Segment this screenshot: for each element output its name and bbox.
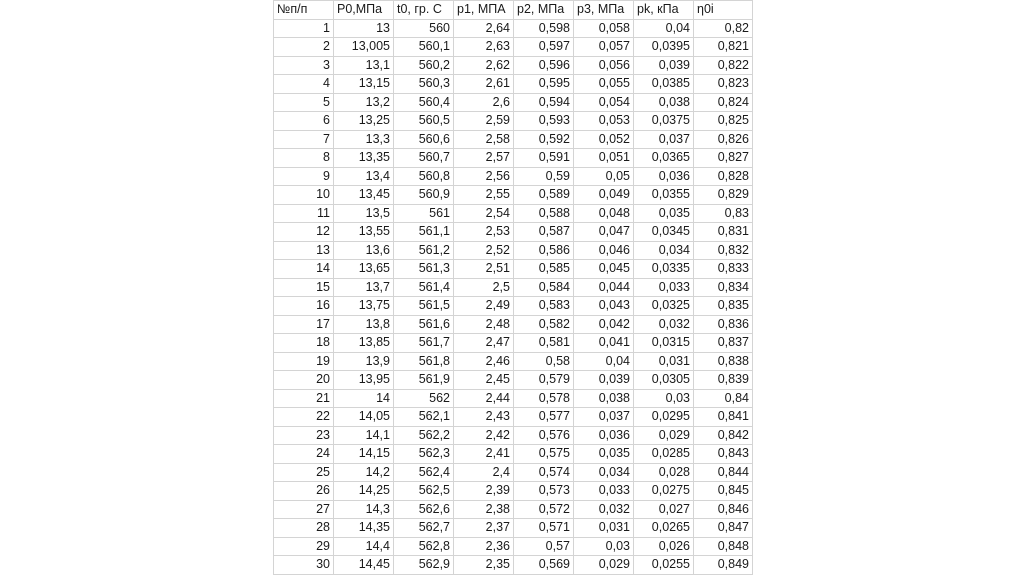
cell-t0[interactable]: 562,4 <box>394 463 454 482</box>
cell-eta[interactable]: 0,832 <box>694 241 753 260</box>
table-row <box>274 389 753 408</box>
table-row <box>274 112 753 131</box>
cell-index[interactable]: 10 <box>274 186 334 205</box>
cell-pk[interactable]: 0,029 <box>634 426 694 445</box>
cell-index[interactable]: 16 <box>274 297 334 316</box>
cell-t0[interactable]: 560,6 <box>394 130 454 149</box>
cell-p2[interactable]: 0,581 <box>514 334 574 353</box>
cell-pk[interactable]: 0,038 <box>634 93 694 112</box>
cell-index[interactable]: 14 <box>274 260 334 279</box>
cell-index[interactable]: 23 <box>274 426 334 445</box>
table-row <box>274 556 753 575</box>
cell-index[interactable]: 8 <box>274 149 334 168</box>
cell-index[interactable]: 28 <box>274 519 334 538</box>
cell-eta[interactable]: 0,825 <box>694 112 753 131</box>
cell-p3[interactable]: 0,04 <box>574 352 634 371</box>
cell-p1[interactable]: 2,62 <box>454 56 514 75</box>
cell-p2[interactable]: 0,58 <box>514 352 574 371</box>
cell-p2[interactable]: 0,591 <box>514 149 574 168</box>
cell-eta[interactable]: 0,841 <box>694 408 753 427</box>
cell-p2[interactable]: 0,583 <box>514 297 574 316</box>
cell-p2[interactable]: 0,576 <box>514 426 574 445</box>
cell-index[interactable]: 27 <box>274 500 334 519</box>
cell-p1[interactable]: 2,44 <box>454 389 514 408</box>
cell-p2[interactable]: 0,573 <box>514 482 574 501</box>
cell-p3[interactable]: 0,044 <box>574 278 634 297</box>
cell-eta[interactable]: 0,826 <box>694 130 753 149</box>
cell-pk[interactable]: 0,0395 <box>634 38 694 57</box>
cell-p3[interactable]: 0,035 <box>574 445 634 464</box>
cell-eta[interactable]: 0,838 <box>694 352 753 371</box>
cell-t0[interactable]: 561,2 <box>394 241 454 260</box>
cell-p1[interactable]: 2,35 <box>454 556 514 575</box>
cell-t0[interactable]: 561,8 <box>394 352 454 371</box>
cell-p3[interactable]: 0,049 <box>574 186 634 205</box>
cell-p2[interactable]: 0,597 <box>514 38 574 57</box>
table-row <box>274 149 753 168</box>
cell-eta[interactable]: 0,845 <box>694 482 753 501</box>
cell-t0[interactable]: 561,1 <box>394 223 454 242</box>
table-row <box>274 445 753 464</box>
cell-p0[interactable]: 13,3 <box>334 130 394 149</box>
cell-eta[interactable]: 0,847 <box>694 519 753 538</box>
cell-index[interactable]: 22 <box>274 408 334 427</box>
cell-p1[interactable]: 2,41 <box>454 445 514 464</box>
cell-p0[interactable]: 13,65 <box>334 260 394 279</box>
cell-eta[interactable]: 0,836 <box>694 315 753 334</box>
cell-p2[interactable]: 0,574 <box>514 463 574 482</box>
cell-p0[interactable]: 13 <box>334 19 394 38</box>
cell-t0[interactable]: 560 <box>394 19 454 38</box>
cell-eta[interactable]: 0,828 <box>694 167 753 186</box>
cell-pk[interactable]: 0,04 <box>634 19 694 38</box>
cell-p0[interactable]: 13,9 <box>334 352 394 371</box>
cell-p3[interactable]: 0,052 <box>574 130 634 149</box>
cell-p0[interactable]: 13,4 <box>334 167 394 186</box>
cell-p2[interactable]: 0,578 <box>514 389 574 408</box>
cell-index[interactable]: 13 <box>274 241 334 260</box>
cell-p3[interactable]: 0,031 <box>574 519 634 538</box>
table-row <box>274 223 753 242</box>
cell-p0[interactable]: 14 <box>334 389 394 408</box>
cell-pk[interactable]: 0,0285 <box>634 445 694 464</box>
cell-p3[interactable]: 0,029 <box>574 556 634 575</box>
cell-p0[interactable]: 13,2 <box>334 93 394 112</box>
cell-p0[interactable]: 14,1 <box>334 426 394 445</box>
header-cell-p2[interactable]: p2, МПа <box>514 1 574 20</box>
cell-pk[interactable]: 0,0365 <box>634 149 694 168</box>
cell-p3[interactable]: 0,053 <box>574 112 634 131</box>
cell-p2[interactable]: 0,585 <box>514 260 574 279</box>
cell-index[interactable]: 17 <box>274 315 334 334</box>
cell-index[interactable]: 11 <box>274 204 334 223</box>
table-row <box>274 537 753 556</box>
cell-eta[interactable]: 0,843 <box>694 445 753 464</box>
cell-p3[interactable]: 0,055 <box>574 75 634 94</box>
cell-index[interactable]: 6 <box>274 112 334 131</box>
cell-pk[interactable]: 0,0325 <box>634 297 694 316</box>
header-cell-pk[interactable]: pk, кПа <box>634 1 694 20</box>
cell-pk[interactable]: 0,0265 <box>634 519 694 538</box>
cell-p1[interactable]: 2,58 <box>454 130 514 149</box>
cell-eta[interactable]: 0,837 <box>694 334 753 353</box>
cell-index[interactable]: 19 <box>274 352 334 371</box>
cell-eta[interactable]: 0,834 <box>694 278 753 297</box>
header-row <box>274 1 753 20</box>
cell-pk[interactable]: 0,037 <box>634 130 694 149</box>
cell-t0[interactable]: 562,3 <box>394 445 454 464</box>
table-row <box>274 93 753 112</box>
cell-p2[interactable]: 0,569 <box>514 556 574 575</box>
cell-p1[interactable]: 2,55 <box>454 186 514 205</box>
cell-p2[interactable]: 0,589 <box>514 186 574 205</box>
cell-p2[interactable]: 0,579 <box>514 371 574 390</box>
table-row <box>274 186 753 205</box>
table-body <box>274 19 753 574</box>
cell-p3[interactable]: 0,032 <box>574 500 634 519</box>
table-row <box>274 334 753 353</box>
cell-p3[interactable]: 0,037 <box>574 408 634 427</box>
table-row <box>274 426 753 445</box>
cell-pk[interactable]: 0,0305 <box>634 371 694 390</box>
cell-p3[interactable]: 0,056 <box>574 56 634 75</box>
cell-t0[interactable]: 560,8 <box>394 167 454 186</box>
cell-eta[interactable]: 0,823 <box>694 75 753 94</box>
table-row <box>274 19 753 38</box>
cell-p0[interactable]: 13,25 <box>334 112 394 131</box>
cell-p1[interactable]: 2,61 <box>454 75 514 94</box>
cell-eta[interactable]: 0,848 <box>694 537 753 556</box>
cell-p0[interactable]: 13,75 <box>334 297 394 316</box>
cell-p0[interactable]: 13,6 <box>334 241 394 260</box>
cell-pk[interactable]: 0,0335 <box>634 260 694 279</box>
cell-pk[interactable]: 0,0385 <box>634 75 694 94</box>
cell-index[interactable]: 18 <box>274 334 334 353</box>
cell-p0[interactable]: 14,15 <box>334 445 394 464</box>
cell-index[interactable]: 21 <box>274 389 334 408</box>
cell-t0[interactable]: 562,1 <box>394 408 454 427</box>
cell-p0[interactable]: 13,5 <box>334 204 394 223</box>
cell-p0[interactable]: 13,7 <box>334 278 394 297</box>
cell-eta[interactable]: 0,835 <box>694 297 753 316</box>
cell-p1[interactable]: 2,51 <box>454 260 514 279</box>
table-row <box>274 352 753 371</box>
cell-index[interactable]: 7 <box>274 130 334 149</box>
cell-pk[interactable]: 0,0275 <box>634 482 694 501</box>
cell-p2[interactable]: 0,571 <box>514 519 574 538</box>
cell-eta[interactable]: 0,82 <box>694 19 753 38</box>
cell-p1[interactable]: 2,49 <box>454 297 514 316</box>
cell-p1[interactable]: 2,43 <box>454 408 514 427</box>
cell-p3[interactable]: 0,048 <box>574 204 634 223</box>
cell-p1[interactable]: 2,36 <box>454 537 514 556</box>
cell-pk[interactable]: 0,0375 <box>634 112 694 131</box>
cell-p1[interactable]: 2,64 <box>454 19 514 38</box>
table-row <box>274 204 753 223</box>
cell-p2[interactable]: 0,596 <box>514 56 574 75</box>
cell-p1[interactable]: 2,42 <box>454 426 514 445</box>
cell-p3[interactable]: 0,03 <box>574 537 634 556</box>
cell-index[interactable]: 1 <box>274 19 334 38</box>
cell-pk[interactable]: 0,0345 <box>634 223 694 242</box>
cell-pk[interactable]: 0,027 <box>634 500 694 519</box>
header-cell-eta[interactable]: η0i <box>694 1 753 20</box>
header-cell-index[interactable]: №п/п <box>274 1 334 20</box>
cell-p1[interactable]: 2,39 <box>454 482 514 501</box>
cell-t0[interactable]: 561,4 <box>394 278 454 297</box>
cell-p0[interactable]: 14,25 <box>334 482 394 501</box>
cell-pk[interactable]: 0,039 <box>634 56 694 75</box>
cell-t0[interactable]: 562,2 <box>394 426 454 445</box>
cell-p1[interactable]: 2,47 <box>454 334 514 353</box>
cell-p1[interactable]: 2,45 <box>454 371 514 390</box>
cell-p0[interactable]: 13,8 <box>334 315 394 334</box>
cell-index[interactable]: 20 <box>274 371 334 390</box>
cell-p1[interactable]: 2,5 <box>454 278 514 297</box>
cell-p1[interactable]: 2,46 <box>454 352 514 371</box>
table-row <box>274 278 753 297</box>
cell-eta[interactable]: 0,821 <box>694 38 753 57</box>
table-row <box>274 75 753 94</box>
cell-index[interactable]: 5 <box>274 93 334 112</box>
cell-t0[interactable]: 560,3 <box>394 75 454 94</box>
cell-t0[interactable]: 561 <box>394 204 454 223</box>
table-row <box>274 463 753 482</box>
cell-p0[interactable]: 14,4 <box>334 537 394 556</box>
cell-p0[interactable]: 14,3 <box>334 500 394 519</box>
cell-t0[interactable]: 562 <box>394 389 454 408</box>
cell-t0[interactable]: 562,7 <box>394 519 454 538</box>
table-row <box>274 500 753 519</box>
cell-eta[interactable]: 0,849 <box>694 556 753 575</box>
table-row <box>274 260 753 279</box>
cell-t0[interactable]: 560,7 <box>394 149 454 168</box>
cell-p3[interactable]: 0,05 <box>574 167 634 186</box>
table-row <box>274 371 753 390</box>
cell-p3[interactable]: 0,041 <box>574 334 634 353</box>
cell-p3[interactable]: 0,038 <box>574 389 634 408</box>
cell-p0[interactable]: 13,95 <box>334 371 394 390</box>
cell-p2[interactable]: 0,575 <box>514 445 574 464</box>
cell-t0[interactable]: 560,5 <box>394 112 454 131</box>
cell-t0[interactable]: 562,5 <box>394 482 454 501</box>
cell-pk[interactable]: 0,0315 <box>634 334 694 353</box>
cell-p0[interactable]: 13,85 <box>334 334 394 353</box>
cell-p3[interactable]: 0,034 <box>574 463 634 482</box>
cell-p2[interactable]: 0,577 <box>514 408 574 427</box>
cell-eta[interactable]: 0,842 <box>694 426 753 445</box>
table-row <box>274 315 753 334</box>
cell-p1[interactable]: 2,56 <box>454 167 514 186</box>
cell-p3[interactable]: 0,047 <box>574 223 634 242</box>
cell-t0[interactable]: 561,6 <box>394 315 454 334</box>
cell-index[interactable]: 12 <box>274 223 334 242</box>
cell-p2[interactable]: 0,595 <box>514 75 574 94</box>
cell-p1[interactable]: 2,37 <box>454 519 514 538</box>
cell-p0[interactable]: 14,05 <box>334 408 394 427</box>
cell-p0[interactable]: 13,55 <box>334 223 394 242</box>
cell-p2[interactable]: 0,584 <box>514 278 574 297</box>
cell-p0[interactable]: 13,35 <box>334 149 394 168</box>
cell-t0[interactable]: 561,3 <box>394 260 454 279</box>
cell-p3[interactable]: 0,042 <box>574 315 634 334</box>
cell-pk[interactable]: 0,032 <box>634 315 694 334</box>
cell-p2[interactable]: 0,598 <box>514 19 574 38</box>
cell-p3[interactable]: 0,033 <box>574 482 634 501</box>
cell-p2[interactable]: 0,588 <box>514 204 574 223</box>
header-cell-t0[interactable]: t0, гр. С <box>394 1 454 20</box>
cell-p1[interactable]: 2,57 <box>454 149 514 168</box>
cell-p3[interactable]: 0,043 <box>574 297 634 316</box>
cell-index[interactable]: 15 <box>274 278 334 297</box>
table-row <box>274 56 753 75</box>
cell-p3[interactable]: 0,057 <box>574 38 634 57</box>
cell-index[interactable]: 2 <box>274 38 334 57</box>
cell-p3[interactable]: 0,051 <box>574 149 634 168</box>
cell-p1[interactable]: 2,6 <box>454 93 514 112</box>
cell-p2[interactable]: 0,57 <box>514 537 574 556</box>
cell-p3[interactable]: 0,036 <box>574 426 634 445</box>
cell-eta[interactable]: 0,83 <box>694 204 753 223</box>
cell-p3[interactable]: 0,045 <box>574 260 634 279</box>
cell-pk[interactable]: 0,036 <box>634 167 694 186</box>
cell-index[interactable]: 3 <box>274 56 334 75</box>
cell-p1[interactable]: 2,59 <box>454 112 514 131</box>
table-row <box>274 408 753 427</box>
cell-p2[interactable]: 0,594 <box>514 93 574 112</box>
cell-p0[interactable]: 14,35 <box>334 519 394 538</box>
cell-t0[interactable]: 560,9 <box>394 186 454 205</box>
cell-pk[interactable]: 0,031 <box>634 352 694 371</box>
cell-eta[interactable]: 0,833 <box>694 260 753 279</box>
cell-t0[interactable]: 561,7 <box>394 334 454 353</box>
cell-eta[interactable]: 0,824 <box>694 93 753 112</box>
cell-t0[interactable]: 561,5 <box>394 297 454 316</box>
header-cell-p0[interactable]: P0,МПа <box>334 1 394 20</box>
cell-p1[interactable]: 2,53 <box>454 223 514 242</box>
cell-t0[interactable]: 561,9 <box>394 371 454 390</box>
cell-p2[interactable]: 0,592 <box>514 130 574 149</box>
cell-eta[interactable]: 0,846 <box>694 500 753 519</box>
table-row <box>274 241 753 260</box>
table-row <box>274 38 753 57</box>
cell-p0[interactable]: 14,2 <box>334 463 394 482</box>
cell-p1[interactable]: 2,63 <box>454 38 514 57</box>
table-row <box>274 297 753 316</box>
cell-p3[interactable]: 0,058 <box>574 19 634 38</box>
cell-index[interactable]: 9 <box>274 167 334 186</box>
header-cell-p3[interactable]: p3, МПа <box>574 1 634 20</box>
cell-eta[interactable]: 0,829 <box>694 186 753 205</box>
cell-t0[interactable]: 560,1 <box>394 38 454 57</box>
cell-p2[interactable]: 0,59 <box>514 167 574 186</box>
cell-index[interactable]: 26 <box>274 482 334 501</box>
spreadsheet-table <box>273 0 753 575</box>
cell-t0[interactable]: 562,8 <box>394 537 454 556</box>
table-row <box>274 482 753 501</box>
cell-eta[interactable]: 0,839 <box>694 371 753 390</box>
header-cell-p1[interactable]: p1, МПА <box>454 1 514 20</box>
table-row <box>274 130 753 149</box>
cell-p2[interactable]: 0,572 <box>514 500 574 519</box>
cell-p2[interactable]: 0,587 <box>514 223 574 242</box>
cell-eta[interactable]: 0,844 <box>694 463 753 482</box>
cell-p1[interactable]: 2,4 <box>454 463 514 482</box>
cell-p2[interactable]: 0,582 <box>514 315 574 334</box>
cell-pk[interactable]: 0,0295 <box>634 408 694 427</box>
cell-pk[interactable]: 0,028 <box>634 463 694 482</box>
cell-pk[interactable]: 0,0355 <box>634 186 694 205</box>
cell-pk[interactable]: 0,035 <box>634 204 694 223</box>
cell-eta[interactable]: 0,84 <box>694 389 753 408</box>
cell-p1[interactable]: 2,38 <box>454 500 514 519</box>
cell-p3[interactable]: 0,046 <box>574 241 634 260</box>
cell-index[interactable]: 25 <box>274 463 334 482</box>
cell-p0[interactable]: 13,15 <box>334 75 394 94</box>
cell-eta[interactable]: 0,822 <box>694 56 753 75</box>
cell-p0[interactable]: 13,45 <box>334 186 394 205</box>
cell-t0[interactable]: 560,4 <box>394 93 454 112</box>
cell-t0[interactable]: 562,9 <box>394 556 454 575</box>
table-row <box>274 167 753 186</box>
cell-pk[interactable]: 0,0255 <box>634 556 694 575</box>
cell-eta[interactable]: 0,831 <box>694 223 753 242</box>
cell-p3[interactable]: 0,054 <box>574 93 634 112</box>
cell-index[interactable]: 4 <box>274 75 334 94</box>
cell-pk[interactable]: 0,03 <box>634 389 694 408</box>
cell-p1[interactable]: 2,52 <box>454 241 514 260</box>
cell-p0[interactable]: 14,45 <box>334 556 394 575</box>
cell-p3[interactable]: 0,039 <box>574 371 634 390</box>
cell-pk[interactable]: 0,026 <box>634 537 694 556</box>
cell-index[interactable]: 30 <box>274 556 334 575</box>
cell-p0[interactable]: 13,1 <box>334 56 394 75</box>
cell-t0[interactable]: 560,2 <box>394 56 454 75</box>
cell-p1[interactable]: 2,54 <box>454 204 514 223</box>
cell-t0[interactable]: 562,6 <box>394 500 454 519</box>
cell-index[interactable]: 29 <box>274 537 334 556</box>
cell-pk[interactable]: 0,033 <box>634 278 694 297</box>
cell-p0[interactable]: 13,005 <box>334 38 394 57</box>
cell-pk[interactable]: 0,034 <box>634 241 694 260</box>
cell-p2[interactable]: 0,586 <box>514 241 574 260</box>
table-row <box>274 519 753 538</box>
cell-p1[interactable]: 2,48 <box>454 315 514 334</box>
cell-p2[interactable]: 0,593 <box>514 112 574 131</box>
cell-eta[interactable]: 0,827 <box>694 149 753 168</box>
cell-index[interactable]: 24 <box>274 445 334 464</box>
